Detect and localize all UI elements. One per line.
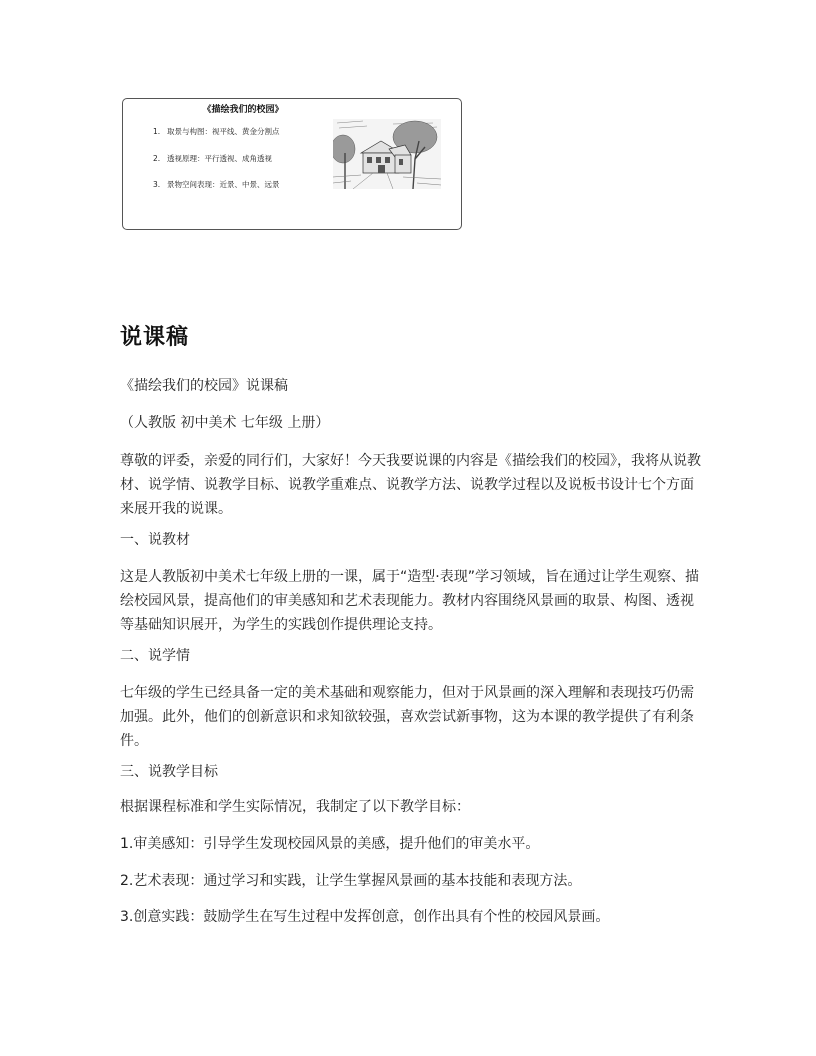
section-heading-learners: 二、说学情	[120, 648, 190, 664]
board-item-text: 取景与构图：视平线、黄金分割点	[167, 127, 280, 136]
blackboard-design-image	[122, 98, 462, 230]
board-item-number: 3.	[153, 180, 161, 189]
board-item-3	[153, 179, 280, 190]
goal-item-2: 2.艺术表现：通过学习和实践，让学生掌握风景画的基本技能和表现方法。	[120, 873, 582, 889]
board-item-1	[153, 126, 280, 137]
section-heading-goals: 三、说教学目标	[120, 764, 218, 780]
campus-sketch-image	[333, 119, 441, 189]
page-heading: 说课稿	[120, 325, 190, 350]
edition-line: （人教版 初中美术 七年级 上册）	[120, 415, 330, 431]
goal-item-1: 1.审美感知：引导学生发现校园风景的美感，提升他们的审美水平。	[120, 836, 540, 852]
board-item-2	[153, 153, 272, 164]
board-item-text: 景物空间表现：近景、中景、远景	[167, 180, 280, 189]
board-item-number: 1.	[153, 127, 161, 136]
board-title: 《描绘我们的校园》	[202, 105, 284, 115]
goal-item-3: 3.创意实践：鼓励学生在写生过程中发挥创意，创作出具有个性的校园风景画。	[120, 909, 610, 925]
section-body-textbook: 这是人教版初中美术七年级上册的一课，属于“造型·表现”学习领域，旨在通过让学生观察、描绘校园风景，提高他们的审美感知和艺术表现能力。教材内容围绕风景画的取景、构图、透视等基础知识展开，为学生的实践创作提供理论支持。	[120, 569, 699, 633]
section-heading-textbook: 一、说教材	[120, 532, 190, 548]
goals-intro: 根据课程标准和学生实际情况，我制定了以下教学目标：	[120, 799, 470, 815]
intro-paragraph: 尊敬的评委，亲爱的同行们，大家好！今天我要说课的内容是《描绘我们的校园》，我将从说教材、说学情、说教学目标、说教学重难点、说教学方法、说教学过程以及说板书设计七个方面来展开我的说课。	[120, 453, 701, 517]
document-subtitle: 《描绘我们的校园》说课稿	[120, 378, 288, 394]
board-item-number: 2.	[153, 154, 161, 163]
section-body-learners: 七年级的学生已经具备一定的美术基础和观察能力，但对于风景画的深入理解和表现技巧仍需加强。此外，他们的创新意识和求知欲较强，喜欢尝试新事物，这为本课的教学提供了有利条件。	[120, 685, 694, 749]
board-item-text: 透视原理：平行透视、成角透视	[167, 154, 272, 163]
